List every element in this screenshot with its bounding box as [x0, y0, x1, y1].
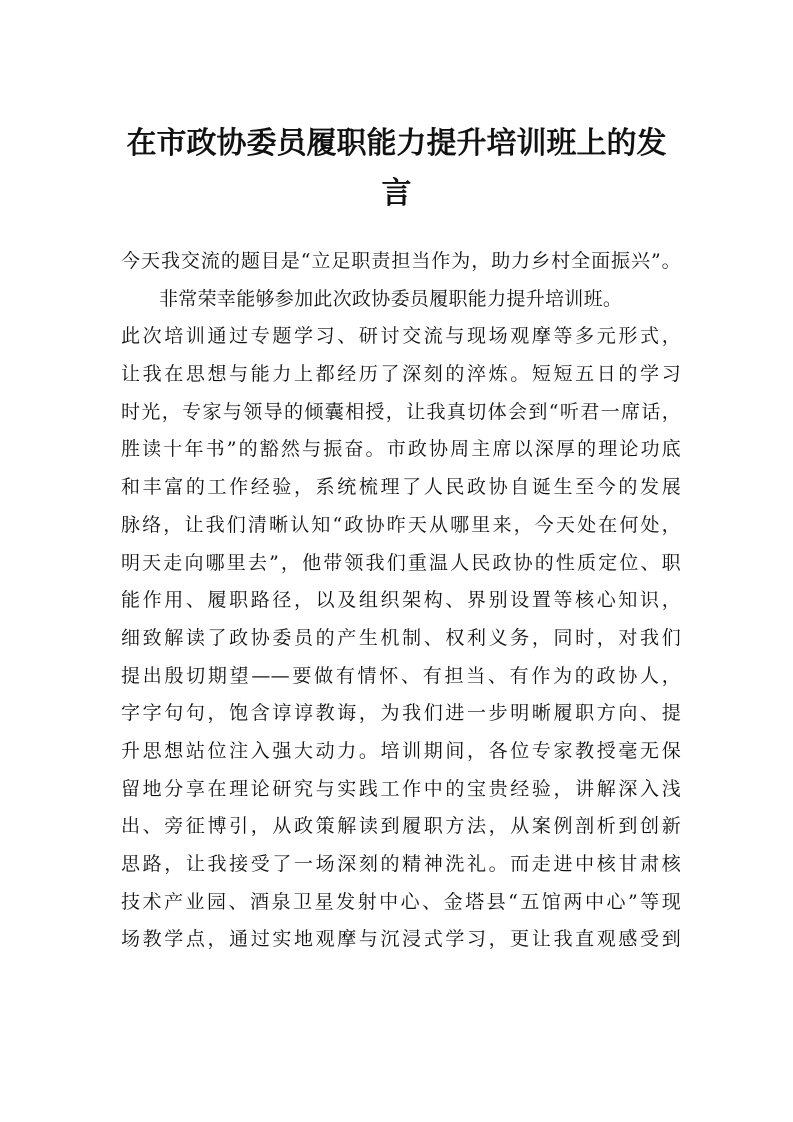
document-title-line-2: 言 — [381, 176, 412, 211]
body-line: 思路，让我接受了一场深刻的精神洗礼。而走进中核甘肃核 — [121, 853, 681, 875]
body-line: 非常荣幸能够参加此次政协委员履职能力提升培训班。 — [159, 287, 623, 310]
body-line: 此次培训通过专题学习、研讨交流与现场观摩等多元形式， — [121, 325, 681, 348]
body-line: 细致解读了政协委员的产生机制、权利义务，同时，对我们 — [121, 626, 681, 649]
body-line: 时光，专家与领导的倾囊相授，让我真切体会到“听君一席话， — [121, 400, 681, 423]
document-title-line-1: 在市政协委员履职能力提升培训班上的发 — [126, 126, 667, 161]
body-line: 场教学点，通过实地观摩与沉浸式学习，更让我直观感受到 — [121, 928, 681, 951]
body-line: 出、旁征博引，从政策解读到履职方法，从案例剖析到创新 — [121, 815, 681, 838]
body-line: 升思想站位注入强大动力。培训期间，各位专家教授毫无保 — [121, 739, 681, 762]
body-line: 能作用、履职路径，以及组织架构、界别设置等核心知识， — [121, 589, 681, 612]
body-line: 今天我交流的题目是“立足职责担当作为，助力乡村全面振兴”。 — [121, 250, 681, 272]
document-body — [121, 243, 681, 959]
body-line: 字字句句，饱含谆谆教诲，为我们进一步明晰履职方向、提 — [121, 702, 681, 725]
body-line: 和丰富的工作经验，系统梳理了人民政协自诞生至今的发展 — [121, 476, 681, 499]
body-line: 提出殷切期望——要做有情怀、有担当、有作为的政协人， — [121, 664, 681, 687]
body-line: 胜读十年书”的豁然与振奋。市政协周主席以深厚的理论功底 — [121, 438, 681, 461]
body-line: 让我在思想与能力上都经历了深刻的淬炼。短短五日的学习 — [121, 363, 681, 386]
body-line: 明天走向哪里去”，他带领我们重温人民政协的性质定位、职 — [121, 551, 681, 574]
body-line: 留地分享在理论研究与实践工作中的宝贵经验，讲解深入浅 — [121, 777, 681, 800]
body-line: 技术产业园、酒泉卫星发射中心、金塔县“五馆两中心”等现 — [121, 890, 681, 913]
body-line: 脉络，让我们清晰认知“政协昨天从哪里来，今天处在何处， — [121, 513, 681, 536]
